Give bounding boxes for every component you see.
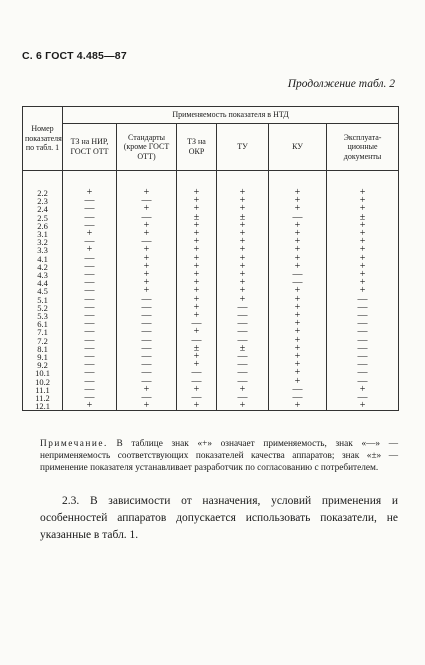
table-row xyxy=(23,312,399,320)
applicability-cell: — xyxy=(217,304,269,312)
applicability-cell: + xyxy=(217,238,269,246)
table-row xyxy=(23,271,399,279)
table-row xyxy=(23,402,399,411)
group-header: Применяемость показателя в НТД xyxy=(63,107,399,124)
applicability-cell: + xyxy=(177,287,217,295)
table-row xyxy=(23,320,399,328)
row-number: 3.3 xyxy=(23,246,63,254)
applicability-cell: + xyxy=(217,296,269,304)
applicability-cell: + xyxy=(177,189,217,197)
applicability-cell: + xyxy=(269,353,327,361)
applicability-cell: — xyxy=(327,328,399,336)
applicability-cell: + xyxy=(269,287,327,295)
applicability-cell: + xyxy=(217,287,269,295)
applicability-cell: + xyxy=(269,304,327,312)
applicability-cell: + xyxy=(327,263,399,271)
applicability-cell: — xyxy=(217,312,269,320)
table-note xyxy=(40,438,398,474)
table-row xyxy=(23,304,399,312)
applicability-cell: + xyxy=(177,296,217,304)
applicability-cell: — xyxy=(117,296,177,304)
row-number: 10.2 xyxy=(23,378,63,386)
applicability-cell: + xyxy=(177,386,217,394)
applicability-cell: + xyxy=(117,271,177,279)
applicability-cell: + xyxy=(327,246,399,254)
applicability-cell: — xyxy=(217,353,269,361)
applicability-cell: + xyxy=(327,287,399,295)
applicability-cell: — xyxy=(117,238,177,246)
applicability-cell: — xyxy=(327,394,399,402)
applicability-cell: — xyxy=(63,214,117,222)
applicability-cell: + xyxy=(217,279,269,287)
applicability-cell: — xyxy=(63,386,117,394)
table-row xyxy=(23,378,399,386)
applicability-cell: + xyxy=(269,263,327,271)
table-row xyxy=(23,369,399,377)
applicability-cell: — xyxy=(63,205,117,213)
applicability-cell: + xyxy=(217,205,269,213)
applicability-cell: + xyxy=(117,386,177,394)
applicability-cell: — xyxy=(269,279,327,287)
applicability-cell: — xyxy=(269,394,327,402)
applicability-cell: + xyxy=(177,304,217,312)
table-row xyxy=(23,263,399,271)
applicability-cell: + xyxy=(117,205,177,213)
applicability-cell: + xyxy=(327,197,399,205)
applicability-cell: + xyxy=(269,197,327,205)
applicability-cell: + xyxy=(177,263,217,271)
col-header-number: Номер показателя по табл. 1 xyxy=(23,107,63,171)
table-row xyxy=(23,255,399,263)
applicability-cell: — xyxy=(177,320,217,328)
applicability-cell: + xyxy=(327,238,399,246)
row-number: 2.2 xyxy=(23,189,63,197)
row-number: 9.2 xyxy=(23,361,63,369)
applicability-cell: — xyxy=(63,312,117,320)
row-number: 2.6 xyxy=(23,222,63,230)
applicability-cell: — xyxy=(217,369,269,377)
applicability-cell: + xyxy=(269,345,327,353)
applicability-cell: — xyxy=(63,378,117,386)
applicability-cell: + xyxy=(327,255,399,263)
applicability-cell: + xyxy=(269,320,327,328)
applicability-cell: + xyxy=(327,271,399,279)
applicability-cell: + xyxy=(63,402,117,411)
table-row xyxy=(23,287,399,295)
applicability-cell: + xyxy=(177,361,217,369)
applicability-cell: — xyxy=(217,337,269,345)
applicability-cell: — xyxy=(63,394,117,402)
applicability-cell: — xyxy=(117,394,177,402)
row-number: 3.1 xyxy=(23,230,63,238)
applicability-cell: — xyxy=(117,345,177,353)
row-number: 7.1 xyxy=(23,328,63,336)
applicability-cell: + xyxy=(217,402,269,411)
col-header-tu: ТУ xyxy=(217,124,269,171)
table-row xyxy=(23,238,399,246)
table-row xyxy=(23,296,399,304)
applicability-cell: + xyxy=(269,402,327,411)
applicability-cell: + xyxy=(217,246,269,254)
applicability-cell: — xyxy=(117,337,177,345)
applicability-cell: + xyxy=(217,386,269,394)
applicability-cell: — xyxy=(117,353,177,361)
applicability-cell: — xyxy=(117,361,177,369)
applicability-cell: + xyxy=(327,230,399,238)
applicability-cell: — xyxy=(217,394,269,402)
table-row xyxy=(23,386,399,394)
applicability-cell: — xyxy=(117,320,177,328)
applicability-cell: + xyxy=(269,369,327,377)
applicability-cell: — xyxy=(63,255,117,263)
applicability-cell: — xyxy=(63,296,117,304)
applicability-cell: — xyxy=(63,287,117,295)
applicability-cell: + xyxy=(117,279,177,287)
applicability-cell: ± xyxy=(327,214,399,222)
row-number: 2.3 xyxy=(23,197,63,205)
applicability-cell: + xyxy=(269,328,327,336)
applicability-cell: + xyxy=(327,222,399,230)
applicability-cell: — xyxy=(217,320,269,328)
applicability-cell: + xyxy=(217,222,269,230)
table-row xyxy=(23,189,399,197)
col-header-tz-nir: ТЗ на НИР, ГОСТ ОТТ xyxy=(63,124,117,171)
applicability-table xyxy=(22,106,399,411)
applicability-cell: + xyxy=(177,222,217,230)
applicability-cell: — xyxy=(269,386,327,394)
applicability-cell: + xyxy=(269,222,327,230)
applicability-cell: + xyxy=(269,378,327,386)
applicability-cell: + xyxy=(117,222,177,230)
applicability-cell: — xyxy=(217,328,269,336)
table-row xyxy=(23,222,399,230)
table-row xyxy=(23,361,399,369)
applicability-cell: — xyxy=(327,296,399,304)
note-label: Примечание. xyxy=(40,439,108,449)
applicability-cell: — xyxy=(269,214,327,222)
applicability-cell: — xyxy=(217,378,269,386)
applicability-cell: + xyxy=(117,230,177,238)
table-row xyxy=(23,279,399,287)
applicability-cell: + xyxy=(63,246,117,254)
applicability-cell: + xyxy=(117,255,177,263)
applicability-cell: — xyxy=(63,337,117,345)
applicability-cell: + xyxy=(217,230,269,238)
applicability-cell: + xyxy=(269,337,327,345)
applicability-cell: + xyxy=(177,197,217,205)
applicability-cell: — xyxy=(217,361,269,369)
applicability-cell: + xyxy=(327,205,399,213)
row-number: 9.1 xyxy=(23,353,63,361)
col-header-operational-docs: Эксплуата-ционные документы xyxy=(327,124,399,171)
applicability-cell: — xyxy=(327,378,399,386)
row-number: 6.1 xyxy=(23,320,63,328)
applicability-cell: — xyxy=(63,361,117,369)
applicability-cell: — xyxy=(327,312,399,320)
row-number: 4.4 xyxy=(23,279,63,287)
applicability-cell: — xyxy=(63,369,117,377)
applicability-cell: — xyxy=(327,353,399,361)
applicability-cell: — xyxy=(117,369,177,377)
col-header-standards: Стандарты (кроме ГОСТ ОТТ) xyxy=(117,124,177,171)
row-number: 2.4 xyxy=(23,205,63,213)
applicability-cell: — xyxy=(63,279,117,287)
table-row xyxy=(23,197,399,205)
table-row xyxy=(23,230,399,238)
row-number: 8.1 xyxy=(23,345,63,353)
row-number: 3.2 xyxy=(23,238,63,246)
table-continuation-label: Продолжение табл. 2 xyxy=(287,78,395,90)
applicability-cell: + xyxy=(177,246,217,254)
row-number: 2.5 xyxy=(23,214,63,222)
applicability-cell: — xyxy=(117,312,177,320)
applicability-cell: + xyxy=(217,263,269,271)
applicability-cell: + xyxy=(117,189,177,197)
table-row xyxy=(23,353,399,361)
applicability-cell: + xyxy=(63,230,117,238)
applicability-cell: — xyxy=(327,320,399,328)
col-header-ku: КУ xyxy=(269,124,327,171)
applicability-cell: — xyxy=(327,337,399,345)
applicability-cell: — xyxy=(177,337,217,345)
applicability-cell: — xyxy=(327,304,399,312)
applicability-cell: — xyxy=(269,271,327,279)
row-number: 11.1 xyxy=(23,386,63,394)
row-number: 4.2 xyxy=(23,263,63,271)
applicability-cell: — xyxy=(63,353,117,361)
row-number: 4.1 xyxy=(23,255,63,263)
applicability-cell: + xyxy=(269,205,327,213)
applicability-cell: + xyxy=(269,238,327,246)
applicability-cell: — xyxy=(63,263,117,271)
row-number: 10.1 xyxy=(23,369,63,377)
applicability-cell: — xyxy=(327,345,399,353)
row-number: 7.2 xyxy=(23,337,63,345)
applicability-cell: + xyxy=(269,312,327,320)
applicability-cell: + xyxy=(217,197,269,205)
applicability-cell: + xyxy=(327,279,399,287)
applicability-cell: + xyxy=(177,271,217,279)
applicability-cell: + xyxy=(177,279,217,287)
applicability-cell: + xyxy=(177,205,217,213)
applicability-cell: — xyxy=(117,304,177,312)
applicability-cell: — xyxy=(63,320,117,328)
applicability-cell: + xyxy=(177,312,217,320)
applicability-cell: + xyxy=(177,238,217,246)
applicability-cell: — xyxy=(63,238,117,246)
applicability-cell: — xyxy=(63,345,117,353)
table-row xyxy=(23,337,399,345)
applicability-cell: + xyxy=(177,255,217,263)
row-number: 5.1 xyxy=(23,296,63,304)
applicability-cell: + xyxy=(117,402,177,411)
applicability-cell: + xyxy=(177,230,217,238)
applicability-cell: + xyxy=(63,189,117,197)
row-number: 4.3 xyxy=(23,271,63,279)
applicability-cell: + xyxy=(117,287,177,295)
applicability-cell: — xyxy=(117,197,177,205)
applicability-cell: — xyxy=(117,378,177,386)
applicability-cell: — xyxy=(117,214,177,222)
applicability-cell: — xyxy=(177,394,217,402)
applicability-cell: — xyxy=(63,197,117,205)
applicability-cell: + xyxy=(269,230,327,238)
applicability-cell: ± xyxy=(177,345,217,353)
note-text: В таблице знак «+» означает применяемость, знак «—» — неприменяемость соответствующих показателей качества аппаратов; знак «±» — применение показателя устанавливает разработчик по согласованию с потребителем. xyxy=(40,439,398,473)
applicability-cell: + xyxy=(269,189,327,197)
applicability-cell: + xyxy=(177,328,217,336)
row-number: 5.3 xyxy=(23,312,63,320)
applicability-cell: + xyxy=(269,296,327,304)
row-number: 5.2 xyxy=(23,304,63,312)
applicability-cell: + xyxy=(327,386,399,394)
table-row xyxy=(23,394,399,402)
applicability-cell: + xyxy=(327,402,399,411)
applicability-cell: — xyxy=(327,369,399,377)
applicability-cell: — xyxy=(327,361,399,369)
row-number: 12.1 xyxy=(23,402,63,411)
applicability-cell: + xyxy=(269,246,327,254)
applicability-cell: + xyxy=(117,263,177,271)
applicability-cell: — xyxy=(177,369,217,377)
clause-2-3: 2.3. В зависимости от назначения, условий применения и особенностей аппаратов допускается использовать показатели, не указанные в табл. 1. xyxy=(40,495,398,541)
row-number: 4.5 xyxy=(23,287,63,295)
page-header: С. 6 ГОСТ 4.485—87 xyxy=(22,50,127,62)
applicability-cell: + xyxy=(217,189,269,197)
applicability-cell: — xyxy=(63,304,117,312)
applicability-cell: + xyxy=(269,255,327,263)
applicability-cell: — xyxy=(117,328,177,336)
applicability-cell: — xyxy=(63,222,117,230)
applicability-cell: + xyxy=(117,246,177,254)
applicability-cell: + xyxy=(177,402,217,411)
applicability-cell: + xyxy=(217,255,269,263)
table-row xyxy=(23,214,399,222)
table-row xyxy=(23,345,399,353)
applicability-cell: — xyxy=(63,328,117,336)
applicability-cell: + xyxy=(327,189,399,197)
applicability-cell: + xyxy=(217,271,269,279)
applicability-cell: — xyxy=(177,378,217,386)
applicability-cell: + xyxy=(269,361,327,369)
col-header-tz-okr: ТЗ на ОКР xyxy=(177,124,217,171)
applicability-cell: ± xyxy=(217,345,269,353)
applicability-cell: ± xyxy=(217,214,269,222)
table-row xyxy=(23,205,399,213)
applicability-cell: ± xyxy=(177,214,217,222)
table-row xyxy=(23,328,399,336)
applicability-cell: — xyxy=(63,271,117,279)
row-number: 11.2 xyxy=(23,394,63,402)
table-row xyxy=(23,246,399,254)
applicability-cell: + xyxy=(177,353,217,361)
